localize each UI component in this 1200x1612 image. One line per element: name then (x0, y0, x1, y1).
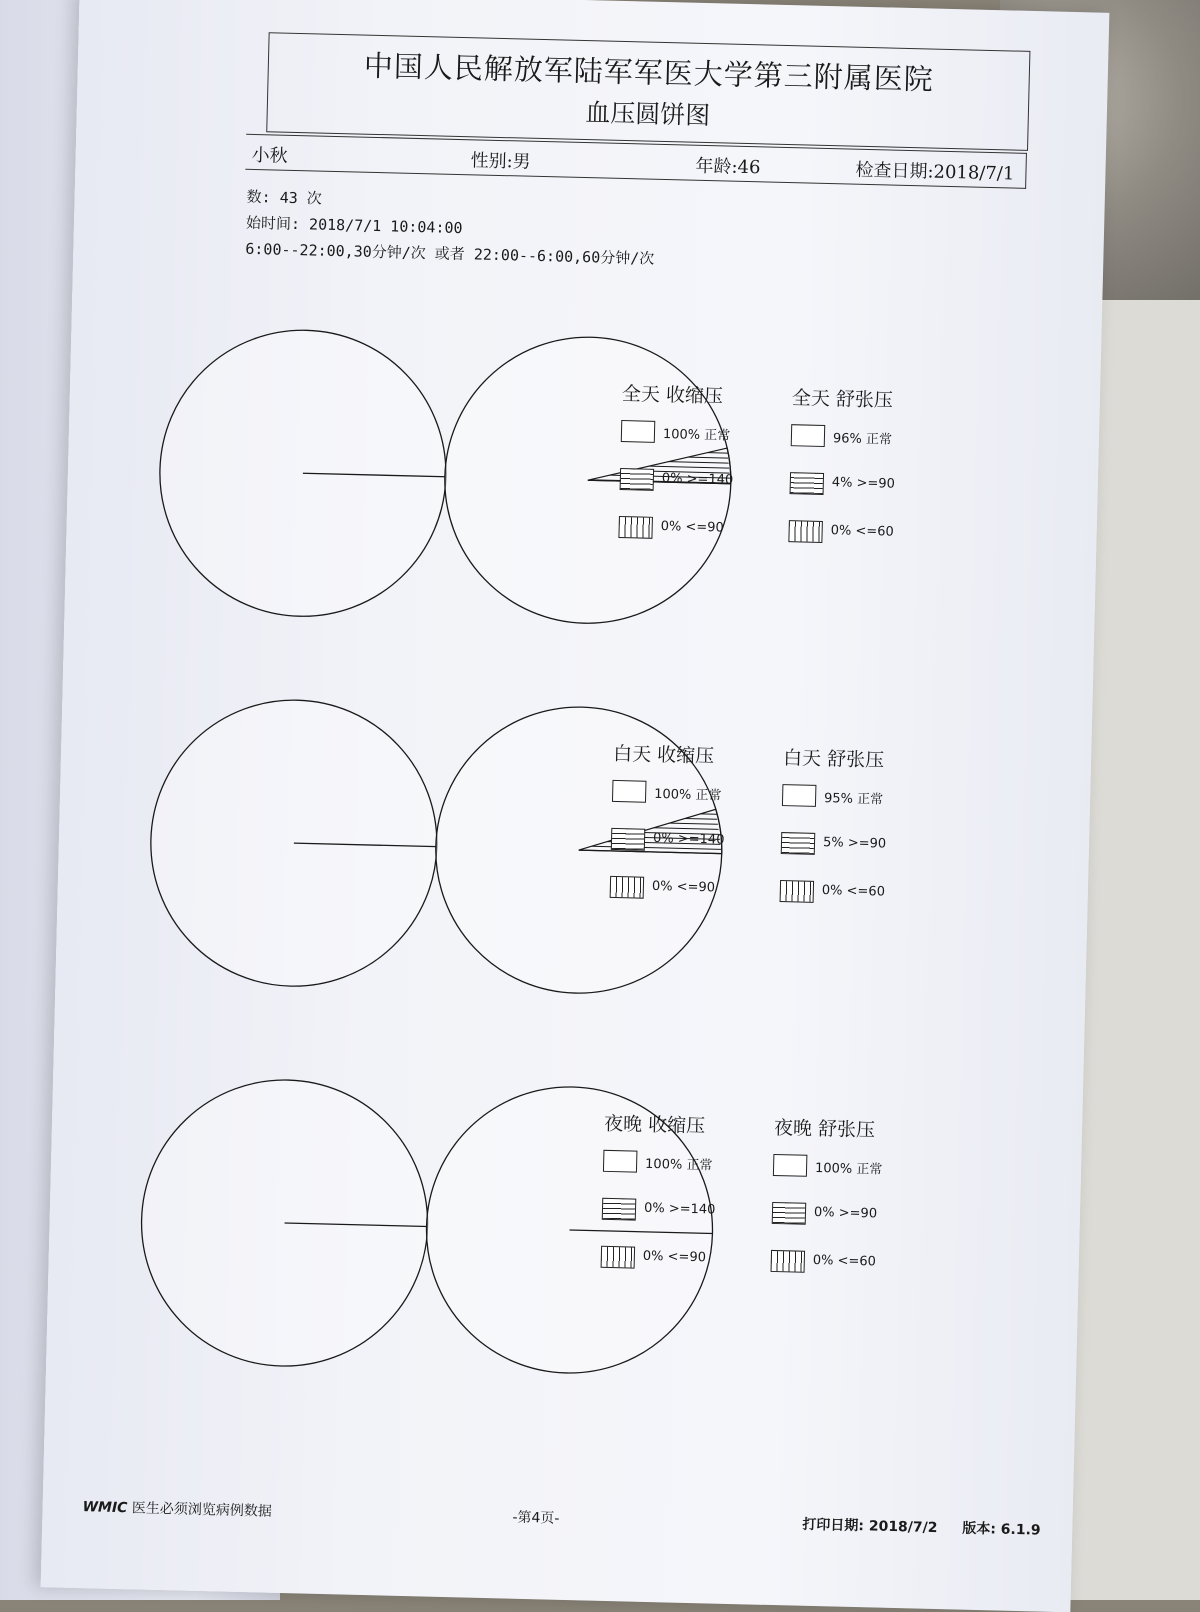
high-swatch (781, 832, 816, 855)
legend-title: 夜晚 收缩压 (604, 1109, 706, 1138)
legend-normal: 100% 正常 (815, 1157, 883, 1178)
report-page (41, 0, 1110, 1612)
high-swatch (620, 468, 655, 491)
hospital-name: 中国人民解放军陆军军医大学第三附属医院 (268, 41, 1029, 101)
legend-low: 0% <=90 (643, 1249, 706, 1266)
legend-low: 0% <=60 (813, 1253, 876, 1270)
low-swatch (788, 520, 823, 543)
low-swatch (771, 1250, 806, 1273)
legend-normal: 95% 正常 (824, 787, 883, 807)
legend-title: 夜晚 舒张压 (774, 1113, 876, 1142)
legend-day-systolic (609, 739, 715, 926)
legend-title: 全天 收缩压 (622, 379, 724, 408)
normal-swatch (791, 424, 826, 447)
high-swatch (602, 1198, 637, 1221)
legend-title: 白天 舒张压 (783, 743, 885, 772)
legend-low: 0% <=60 (830, 523, 893, 540)
legend-allday-diastolic (788, 383, 894, 570)
patient-gender: 性别:男 (470, 146, 531, 173)
high-swatch (611, 828, 646, 851)
legend-high: 4% >=90 (832, 475, 895, 492)
print-date: 打印日期: 2018/7/2 (802, 1514, 938, 1537)
patient-age: 年龄:46 (695, 152, 761, 180)
legend-night-systolic (600, 1109, 706, 1296)
footer-slogan: 医生必须浏览病例数据 (132, 1500, 272, 1519)
high-swatch (790, 472, 825, 495)
patient-name: 小秋 (251, 141, 288, 168)
low-swatch (601, 1246, 636, 1269)
measure-start-time: 始时间: 2018/7/1 10:04:00 (246, 212, 463, 238)
legend-normal: 100% 正常 (654, 783, 722, 804)
legend-day-diastolic (779, 743, 885, 930)
legend-high: 0% >=140 (653, 831, 725, 848)
legend-normal: 100% 正常 (645, 1153, 713, 1174)
normal-swatch (773, 1154, 808, 1177)
high-swatch (772, 1202, 807, 1225)
legend-high: 0% >=140 (644, 1201, 716, 1218)
normal-swatch (612, 780, 647, 803)
page-number: -第4页- (512, 1507, 559, 1528)
legend-allday-systolic (618, 379, 724, 566)
legend-title: 白天 收缩压 (613, 739, 715, 768)
wmic-logo: WMIC (82, 1499, 127, 1516)
legend-high: 0% >=90 (814, 1205, 877, 1222)
legend-normal: 100% 正常 (663, 423, 731, 444)
chart-title: 血压圆饼图 (267, 85, 1028, 140)
title-box (266, 32, 1030, 151)
normal-swatch (782, 784, 817, 807)
legend-low: 0% <=60 (822, 883, 885, 900)
legend-night-diastolic (770, 1113, 876, 1300)
normal-swatch (621, 420, 656, 443)
normal-swatch (603, 1150, 638, 1173)
legend-low: 0% <=90 (661, 519, 724, 536)
legend-title: 全天 舒张压 (792, 383, 894, 412)
pie-allday-systolic-outline (156, 327, 449, 620)
legend-high: 0% >=140 (662, 471, 734, 488)
measure-count: 数: 43 次 (246, 186, 322, 209)
low-swatch (618, 516, 653, 539)
low-swatch (610, 876, 645, 899)
measure-interval: 6:00--22:00,30分钟/次 或者 22:00--6:00,60分钟/次 (245, 238, 654, 269)
legend-normal: 96% 正常 (833, 427, 892, 447)
legend-high: 5% >=90 (823, 835, 886, 852)
exam-date: 检查日期:2018/7/1 (855, 156, 1014, 186)
version: 版本: 6.1.9 (962, 1518, 1041, 1540)
legend-low: 0% <=90 (652, 879, 715, 896)
low-swatch (780, 880, 815, 903)
footer-brand (82, 1496, 272, 1521)
